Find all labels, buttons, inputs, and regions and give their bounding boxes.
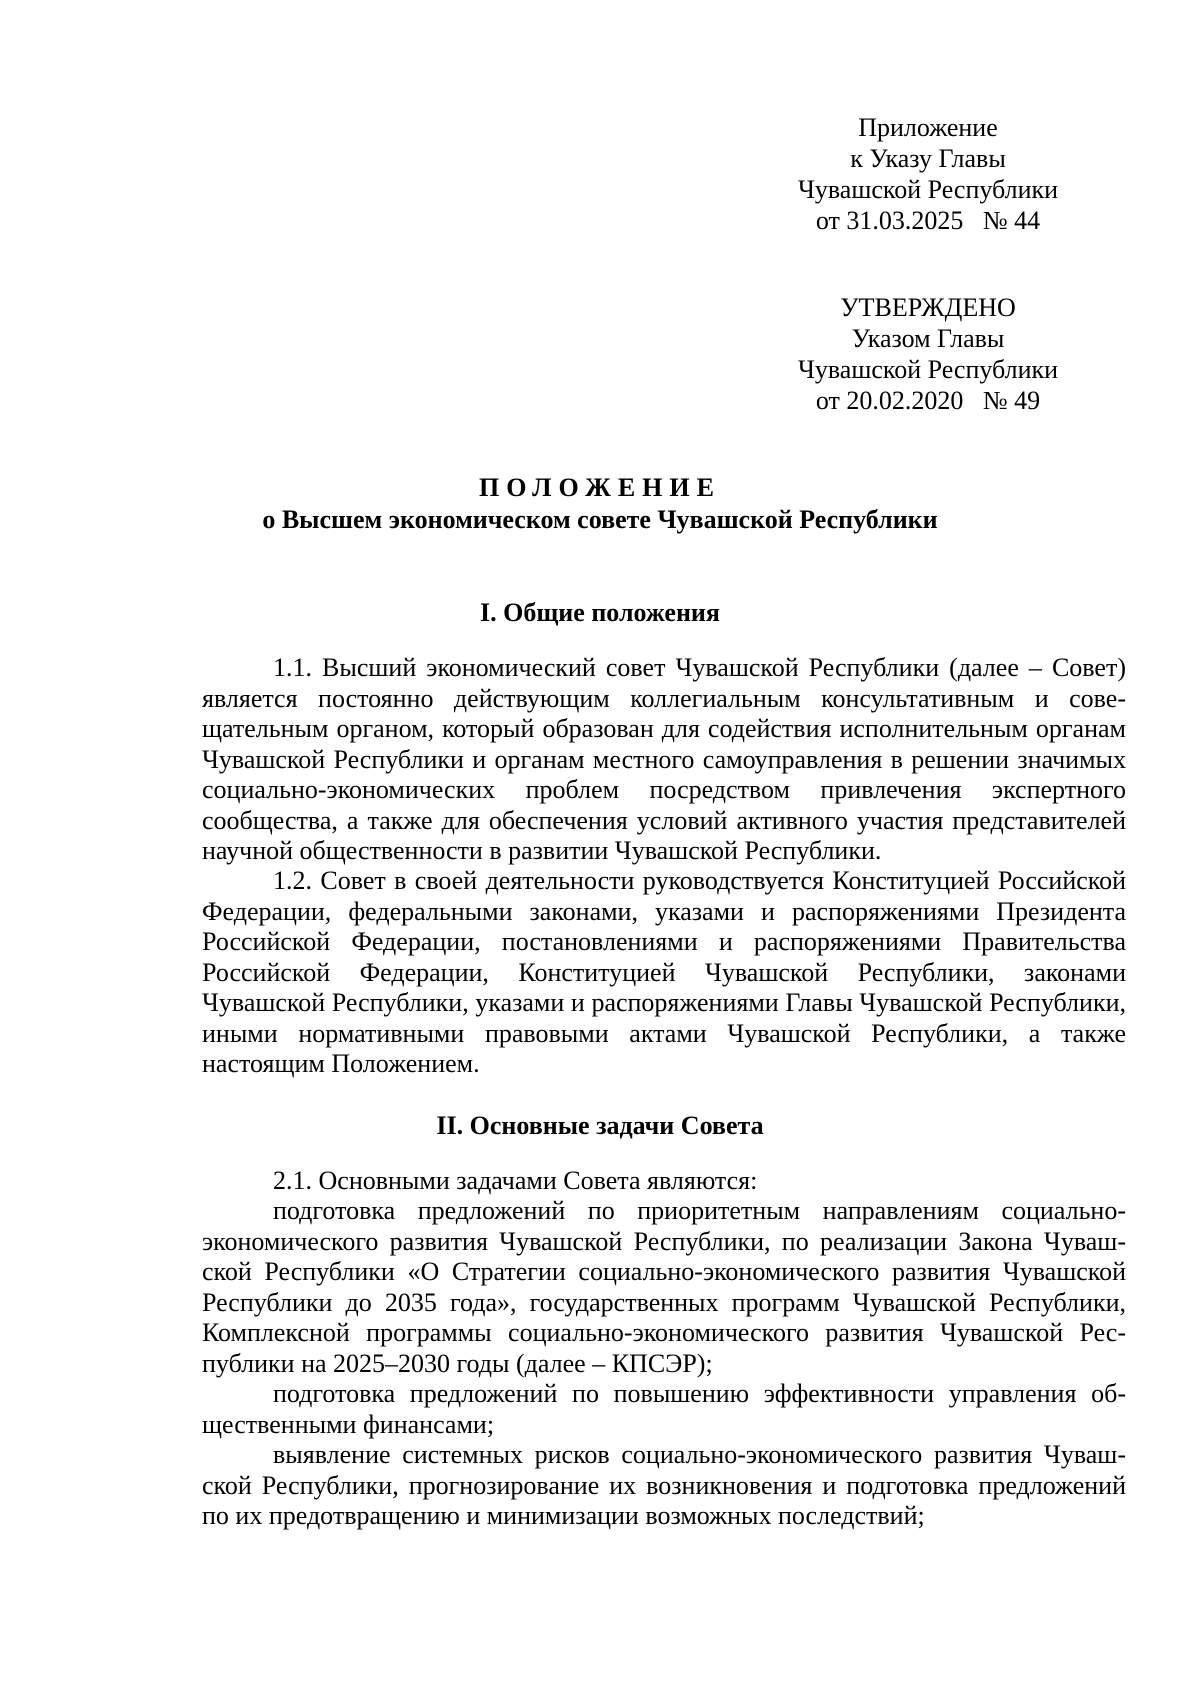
appendix-decree-ref: к Указу Главы	[850, 144, 1006, 173]
paragraph-1-1: 1.1. Высший экономический совет Чувашской Республики (далее – Совет) является постоянно действующим коллегиальным консультативным и совещательным органом, который образован для содействия исполнительным органам Чувашской Республики и органам местного самоуправления в решении значимых социально-экономических проблем посредством привлечения экспертного сообщества, а также для обеспечения условий активного участия представителей научной общественности в развитии Чувашской Республики.	[202, 653, 1126, 865]
approved-decree-ref: Указом Главы	[851, 324, 1005, 353]
approved-republic: Чувашской Республики	[797, 355, 1059, 384]
paragraph-2-1-item-3: выявление системных рисков социально-экономического развития Чувашской Республики, прогнозирование их возникновения и подготовка предложений по их предотвращению и минимизации возможных последствий;	[202, 1440, 1126, 1530]
appendix-date-number: от 31.03.2025 № 44	[815, 206, 1041, 235]
appendix-label: Приложение	[858, 113, 998, 142]
appendix-block	[770, 112, 1086, 236]
approved-block	[770, 292, 1086, 416]
paragraph-2-1-item-1: подготовка предложений по приоритетным направлениям социально-экономического развития Чувашской Республики, по реализации Закона Чувашской Республики «О Стратегии социально-экономического развития Чувашской Республики до 2035 года», государственных программ Чувашской Республики, Комплексной программы социально-экономического развития Чувашской Республики на 2025–2030 годы (далее – КПСЭР);	[202, 1196, 1126, 1378]
approved-date-number: от 20.02.2020 № 49	[815, 386, 1041, 415]
paragraph-2-1-item-2: подготовка предложений по повышению эффективности управления общественными финансами;	[202, 1379, 1126, 1439]
document-subtitle: о Высшем экономическом совете Чувашской Республики	[262, 505, 938, 534]
approved-label: УТВЕРЖДЕНО	[840, 293, 1016, 322]
paragraph-2-1: 2.1. Основными задачами Совета являются:	[273, 1166, 758, 1195]
document-title: ПОЛОЖЕНИЕ	[479, 473, 721, 502]
appendix-republic: Чувашской Республики	[797, 175, 1059, 204]
paragraph-1-2: 1.2. Совет в своей деятельности руководствуется Конституцией Российской Федерации, федеральными законами, указами и распоряжениями Президента Российской Федерации, постановлениями и распоряжениями Правительства Российской Федерации, Конституцией Чувашской Республики, законами Чувашской Республики, указами и распоряжениями Главы Чувашской Республики, иными нормативными правовыми актами Чувашской Республики, а также настоящим Положением.	[202, 866, 1126, 1078]
section-1-heading: I. Общие положения	[480, 598, 720, 627]
section-2-heading: II. Основные задачи Совета	[436, 1111, 764, 1140]
